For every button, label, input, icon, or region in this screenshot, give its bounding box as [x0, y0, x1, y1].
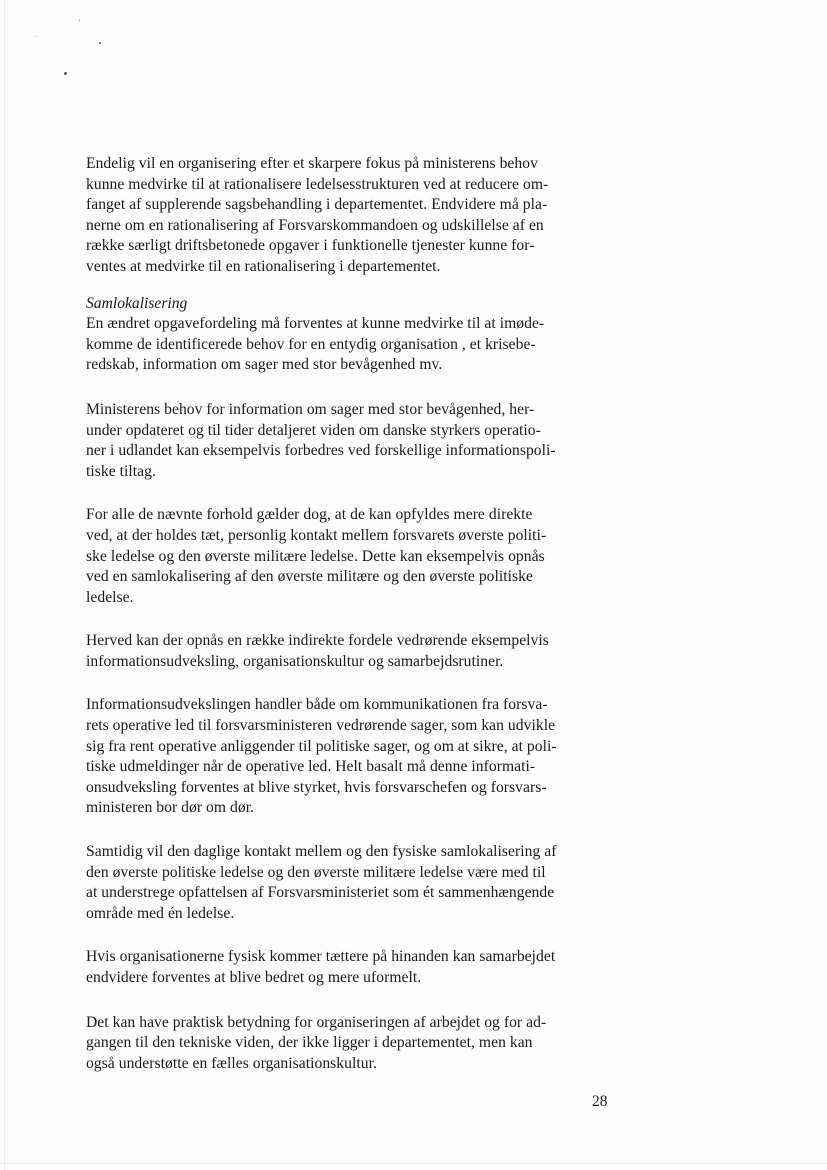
paragraph: Samtidig vil den daglige kontakt mellem og den fysiske samlokalisering af den øverste politiske ledelse og den øverste militære ledelse være med til at understrege opfattelsen af Forsvarsministeriet som ét sammenhængende område med én ledelse. [86, 843, 557, 922]
scan-edge-bottom [0, 1163, 827, 1164]
paragraph: En ændret opgavefordeling må forventes at kunne medvirke til at imøde- komme de identificerede behov for en entydig organisation , et krisebe- redskab, information om sager med stor bevågenhed mv. [86, 315, 545, 374]
scan-speck [64, 72, 67, 75]
paragraph: Herved kan der opnås en række indirekte fordele vedrørende eksempelvis informationsudveksling, organisationskultur og samarbejdsrutiner. [86, 632, 549, 670]
page-number: 28 [592, 1093, 608, 1110]
paragraph: Hvis organisationerne fysisk kommer tættere på hinanden kan samarbejdet endvidere forventes at blive bedret og mere uformelt. [86, 948, 556, 986]
scan-edge-left [4, 0, 5, 1170]
document-body [86, 154, 626, 1074]
scan-speck [36, 36, 37, 37]
paragraph: Ministerens behov for information om sager med stor bevågenhed, her- under opdateret og til tider detaljeret viden om danske styrkers operatio- ner i udlandet kan eksempelvis forbedres ved forskellige informationspoli- tiske tiltag. [86, 400, 556, 480]
paragraph: Det kan have praktisk betydning for organiseringen af arbejdet og for ad- gangen til den tekniske viden, der ikke ligger i departementet, men kan også understøtte en fælles organisationskultur. [86, 1013, 547, 1072]
paragraph: Endelig vil en organisering efter et skarpere fokus på ministerens behov kunne medvirke til at rationalisere ledelsesstrukturen ved at reducere om- fanget af supplerende sagsbehandling i departementet. Endvidere må pla- nerne om en rationalisering af Forsvarskommandoen og udskillelse af en række særligt driftsbetonede opgaver i funktionelle tjenester kunne for- ventes at medvirke til en rationalisering i departementet. [86, 155, 549, 275]
paragraph: Informationsudvekslingen handler både om kommunikationen fra forsva- rets operative led til forsvarsministeren vedrørende sager, som kan udvikle sig fra rent operative anliggender til politiske sager, og om at sikre, at poli- tiske udmeldinger når de operative led. Helt basalt må denne informati- onsudveksling forventes at blive styrket, hvis forsvarschefen og forsvars- ministeren bor dør om dør. [86, 696, 557, 817]
scan-speck [99, 42, 101, 44]
paragraph: For alle de nævnte forhold gælder dog, at de kan opfyldes mere direkte ved, at der holdes tæt, personlig kontakt mellem forsvarets øverste politi- ske ledelse og den øverste militære ledelse. Dette kan eksempelvis opnås ved en samlokalisering af den øverste militære og den øverste politiske ledelse. [86, 506, 547, 606]
section-heading: Samlokalisering [86, 294, 188, 312]
scan-speck [79, 19, 80, 22]
